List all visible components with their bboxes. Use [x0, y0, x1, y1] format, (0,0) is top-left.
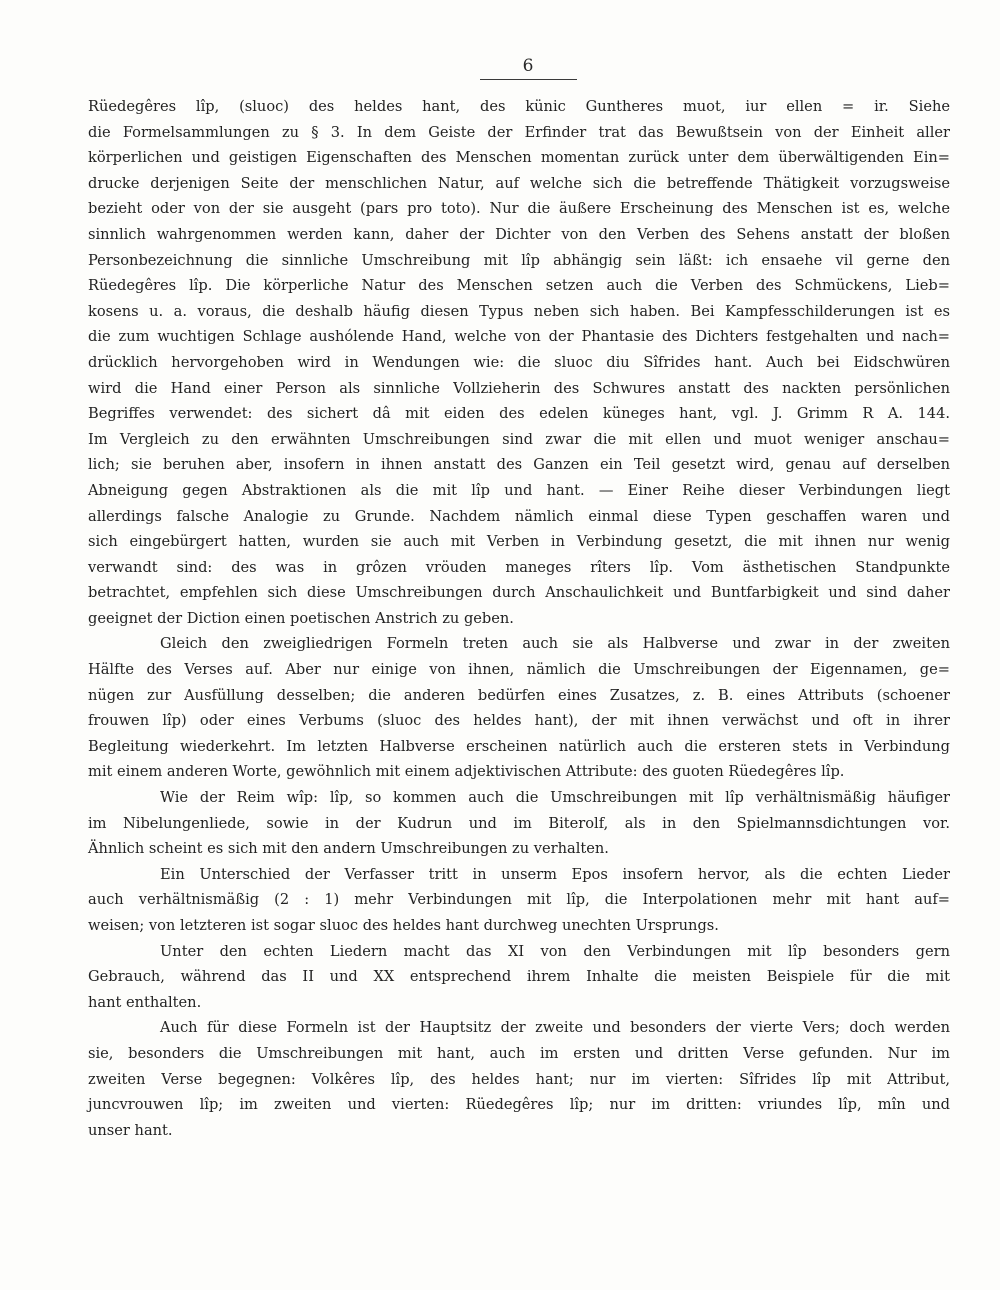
text-line: nügen zur Ausfüllung desselben; die anderen bedürfen eines Zusatzes, z. B. eines Attributs (schoener [88, 686, 950, 704]
text-line: im Nibelungenliede, sowie in der Kudrun und im Biterolf, als in den Spielmannsdichtungen vor. [88, 814, 950, 832]
text-line: drucke derjenigen Seite der menschlichen Natur, auf welche sich die betreffende Thätigkeit vorzugsweise [88, 174, 950, 192]
body-text [88, 94, 950, 1143]
text-line: Gleich den zweigliedrigen Formeln treten auch sie als Halbverse und zwar in der zweiten [160, 635, 950, 653]
header-rule [480, 79, 577, 80]
text-line: sie, besonders die Umschreibungen mit hant, auch im ersten und dritten Verse gefunden. Nur im [88, 1044, 950, 1062]
text-line: verwandt sind: des was in grôzen vröuden maneges rîters lîp. Vom ästhetischen Standpunkte [88, 558, 950, 576]
text-line: frouwen lîp) oder eines Verbums (sluoc des heldes hant), der mit ihnen verwächst und oft in ihrer [88, 712, 950, 730]
text-line: Wie der Reim wîp: lîp, so kommen auch die Umschreibungen mit lîp verhältnismäßig häufiger [160, 789, 950, 807]
text-line: unser hant. [88, 1121, 173, 1139]
text-line: die Formelsammlungen zu § 3. In dem Geiste der Erfinder trat das Bewußtsein von der Einheit aller [88, 123, 950, 141]
text-line: betrachtet, empfehlen sich diese Umschreibungen durch Anschaulichkeit und Buntfarbigkeit und sind daher [88, 584, 950, 602]
text-line: Ein Unterschied der Verfasser tritt in unserm Epos insofern hervor, als die echten Lieder [160, 865, 950, 883]
text-line: Begriffes verwendet: des sichert dâ mit eiden des edelen küneges hant, vgl. J. Grimm R A. 144. [88, 405, 950, 423]
text-line: die zum wuchtigen Schlage aushólende Hand, welche von der Phantasie des Dichters festgehalten und nach= [88, 328, 950, 346]
text-line: wird die Hand einer Person als sinnliche Vollzieherin des Schwures anstatt des nackten persönlichen [88, 379, 950, 397]
text-line: Hälfte des Verses auf. Aber nur einige von ihnen, nämlich die Umschreibungen der Eigennamen, ge= [88, 661, 950, 679]
page-number: 6 [522, 56, 534, 76]
text-line: Ähnlich scheint es sich mit den andern Umschreibungen zu verhalten. [88, 840, 609, 858]
text-line: lich; sie beruhen aber, insofern in ihnen anstatt des Ganzen ein Teil gesetzt wird, genau auf derselben [88, 456, 950, 474]
text-line: Personbezeichnung die sinnliche Umschreibung mit lîp abhängig sein läßt: ich ensaehe vil gerne den [88, 251, 950, 269]
text-line: Im Vergleich zu den erwähnten Umschreibungen sind zwar die mit ellen und muot weniger anschau= [88, 430, 950, 448]
text-line: Rüedegêres lîp. Die körperliche Natur des Menschen setzen auch die Verben des Schmückens, Lieb= [88, 277, 950, 295]
text-line: juncvrouwen lîp; im zweiten und vierten: Rüedegêres lîp; nur im dritten: vriundes lîp, mîn und [88, 1096, 950, 1114]
text-line: bezieht oder von der sie ausgeht (pars pro toto). Nur die äußere Erscheinung des Menschen ist es, welche [88, 200, 950, 218]
text-line: Rüedegêres lîp, (sluoc) des heldes hant, des künic Guntheres muot, iur ellen = ir. Siehe [88, 98, 950, 115]
text-line: mit einem anderen Worte, gewöhnlich mit einem adjektivischen Attribute: des guoten Rüedegêres lîp. [88, 763, 845, 781]
text-line: Begleitung wiederkehrt. Im letzten Halbverse erscheinen natürlich auch die ersteren stets in Verbindung [88, 737, 950, 755]
text-line: sinnlich wahrgenommen werden kann, daher der Dichter von den Verben des Sehens anstatt der bloßen [88, 225, 950, 243]
text-line: auch verhältnismäßig (2 : 1) mehr Verbindungen mit lîp, die Interpolationen mehr mit hant auf= [88, 891, 950, 909]
text-line: Auch für diese Formeln ist der Hauptsitz der zweite und besonders der vierte Vers; doch werden [160, 1019, 950, 1037]
text-line: weisen; von letzteren ist sogar sluoc des heldes hant durchweg unechten Ursprungs. [88, 917, 719, 934]
text-line: körperlichen und geistigen Eigenschaften des Menschen momentan zurück unter dem überwältigenden Ein= [88, 149, 950, 167]
text-line: Unter den echten Liedern macht das XI von den Verbindungen mit lîp besonders gern [160, 942, 950, 960]
text-line: Abneigung gegen Abstraktionen als die mit lîp und hant. — Einer Reihe dieser Verbindungen liegt [88, 481, 950, 499]
text-line: allerdings falsche Analogie zu Grunde. Nachdem nämlich einmal diese Typen geschaffen waren und [88, 507, 950, 525]
text-line: sich eingebürgert hatten, wurden sie auch mit Verben in Verbindung gesetzt, die mit ihnen nur wenig [88, 533, 950, 551]
text-line: hant enthalten. [88, 993, 202, 1011]
text-line: kosens u. a. voraus, die deshalb häufig diesen Typus neben sich haben. Bei Kampfesschilderungen ist es [88, 302, 950, 320]
text-line: zweiten Verse begegnen: Volkêres lîp, des heldes hant; nur im vierten: Sîfrides lîp mit Attribut, [88, 1070, 950, 1088]
text-line: Gebrauch, während das II und XX entsprechend ihrem Inhalte die meisten Beispiele für die mit [88, 968, 950, 986]
text-line: drücklich hervorgehoben wird in Wendungen wie: die sluoc diu Sîfrides hant. Auch bei Eidschwüren [88, 353, 950, 371]
text-line: geeignet der Diction einen poetischen Anstrich zu geben. [88, 609, 514, 627]
